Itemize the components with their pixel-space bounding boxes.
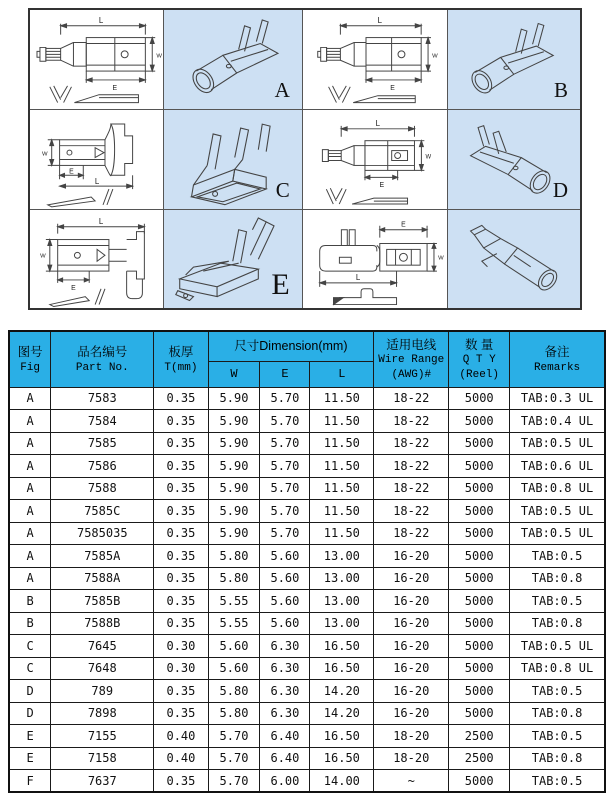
table-cell: 5000 — [449, 680, 510, 703]
header-dimension — [208, 331, 374, 361]
table-cell: 18-22 — [374, 387, 449, 410]
table-cell: 18-20 — [374, 747, 449, 770]
table-cell: 7645 — [51, 635, 154, 658]
table-cell: 11.50 — [310, 500, 374, 523]
figure-panel-2d-d — [302, 109, 448, 209]
table-cell: 5000 — [449, 410, 510, 433]
table-cell: 16-20 — [374, 567, 449, 590]
table-cell: ~ — [374, 770, 449, 793]
header-qty — [449, 331, 510, 387]
dim-label-W: W — [431, 53, 438, 60]
terminal-drawing-2d-e — [30, 210, 163, 309]
table-cell: 11.50 — [310, 387, 374, 410]
table-row — [9, 657, 605, 680]
figure-label-b: B — [553, 77, 568, 102]
figure-grid — [28, 8, 582, 310]
table-cell: TAB:0.5 — [510, 680, 605, 703]
terminal-drawing-iso-f — [448, 210, 580, 309]
table-row — [9, 612, 605, 635]
dim-label-E: E — [379, 181, 384, 189]
table-cell: 5000 — [449, 567, 510, 590]
header-remarks — [510, 331, 605, 387]
table-cell: TAB:0.5 — [510, 590, 605, 613]
table-cell: 5.55 — [208, 590, 260, 613]
table-cell: 5.60 — [260, 612, 310, 635]
table-row — [9, 725, 605, 748]
dim-label-W: W — [425, 154, 431, 161]
table-cell: 18-22 — [374, 500, 449, 523]
table-cell: 5000 — [449, 590, 510, 613]
table-cell: 5.80 — [208, 680, 260, 703]
header-part-zh: 品名编号 — [77, 344, 128, 359]
figure-label-e: E — [271, 268, 290, 301]
table-cell: TAB:0.8 — [510, 702, 605, 725]
table-row — [9, 410, 605, 433]
header-qty-zh: 数 量 — [464, 337, 494, 352]
table-cell: 13.00 — [310, 545, 374, 568]
header-remarks-en: Remarks — [533, 361, 581, 374]
table-cell: 16-20 — [374, 657, 449, 680]
figure-panel-iso-d — [448, 109, 581, 209]
table-cell: 18-22 — [374, 522, 449, 545]
table-cell: 16-20 — [374, 702, 449, 725]
table-cell: 5000 — [449, 702, 510, 725]
header-part-en: Part No. — [75, 361, 129, 374]
table-cell: 6.00 — [260, 770, 310, 793]
terminal-drawing-2d-a — [30, 10, 163, 109]
header-fig-zh: 图号 — [17, 344, 43, 359]
table-cell: 7588B — [51, 612, 154, 635]
table-cell: A — [9, 522, 51, 545]
figure-panel-2d-c — [29, 109, 164, 209]
table-cell: 0.35 — [154, 455, 208, 478]
table-cell: 0.40 — [154, 725, 208, 748]
table-cell: 5.90 — [208, 522, 260, 545]
header-qty-en: Q T Y — [462, 354, 496, 367]
figure-label-a: A — [274, 77, 290, 102]
table-cell: TAB:0.5 — [510, 770, 605, 793]
table-cell: 7155 — [51, 725, 154, 748]
table-cell: 2500 — [449, 747, 510, 770]
figure-row-3 — [29, 209, 581, 309]
header-thickness-en: T(mm) — [164, 361, 198, 374]
table-cell: 16-20 — [374, 635, 449, 658]
dim-label-L: L — [98, 216, 104, 226]
table-cell: 0.35 — [154, 680, 208, 703]
table-cell: 16.50 — [310, 635, 374, 658]
table-cell: 16.50 — [310, 725, 374, 748]
table-cell: 7586 — [51, 455, 154, 478]
table-cell: TAB:0.8 — [510, 612, 605, 635]
dim-label-W: W — [437, 254, 444, 261]
table-cell: 18-20 — [374, 725, 449, 748]
table-cell: 18-22 — [374, 410, 449, 433]
table-row — [9, 770, 605, 793]
header-wire-en: Wire Range — [378, 354, 445, 367]
table-cell: D — [9, 702, 51, 725]
table-cell: C — [9, 635, 51, 658]
table-cell: C — [9, 657, 51, 680]
figure-panel-iso-e — [164, 209, 303, 309]
table-row — [9, 455, 605, 478]
dim-label-L: L — [98, 15, 104, 25]
table-cell: 5.90 — [208, 387, 260, 410]
table-cell: 5.80 — [208, 545, 260, 568]
table-row — [9, 635, 605, 658]
table-cell: 11.50 — [310, 522, 374, 545]
table-cell: 5.90 — [208, 455, 260, 478]
table-cell: A — [9, 432, 51, 455]
table-cell: 5.70 — [260, 410, 310, 433]
table-cell: TAB:0.5 UL — [510, 635, 605, 658]
header-wire-unit: (AWG)# — [391, 368, 432, 381]
table-cell: 7637 — [51, 770, 154, 793]
table-cell: E — [9, 725, 51, 748]
figure-panel-iso-f — [448, 209, 581, 309]
header-part-no — [51, 331, 154, 387]
dim-label-E: E — [400, 221, 406, 229]
table-cell: 5.70 — [260, 477, 310, 500]
table-cell: 5.55 — [208, 612, 260, 635]
table-row — [9, 477, 605, 500]
header-remarks-zh: 备注 — [544, 344, 570, 359]
table-cell: 5000 — [449, 635, 510, 658]
table-cell: 5.70 — [208, 747, 260, 770]
table-cell: 0.30 — [154, 657, 208, 680]
table-cell: TAB:0.8 UL — [510, 657, 605, 680]
terminal-drawing-2d-b — [303, 10, 448, 109]
table-cell: TAB:0.8 — [510, 747, 605, 770]
table-cell: 5.90 — [208, 500, 260, 523]
dim-label-L: L — [377, 15, 382, 25]
table-cell: D — [9, 680, 51, 703]
table-cell: 5.70 — [260, 387, 310, 410]
table-cell: 0.35 — [154, 567, 208, 590]
table-cell: E — [9, 747, 51, 770]
header-qty-unit: (Reel) — [459, 368, 499, 381]
table-cell: 0.35 — [154, 522, 208, 545]
table-cell: 789 — [51, 680, 154, 703]
table-cell: 0.35 — [154, 500, 208, 523]
table-cell: 5.70 — [260, 522, 310, 545]
table-cell: TAB:0.8 — [510, 567, 605, 590]
table-cell: 14.20 — [310, 702, 374, 725]
table-cell: TAB:0.5 — [510, 545, 605, 568]
table-cell: 13.00 — [310, 567, 374, 590]
table-cell: 16-20 — [374, 680, 449, 703]
table-cell: 11.50 — [310, 477, 374, 500]
table-cell: 7648 — [51, 657, 154, 680]
dim-label-W: W — [156, 53, 162, 60]
table-cell: 7584 — [51, 410, 154, 433]
table-cell: 5000 — [449, 545, 510, 568]
table-cell: A — [9, 567, 51, 590]
table-row — [9, 432, 605, 455]
table-cell: 16-20 — [374, 545, 449, 568]
table-cell: 5000 — [449, 657, 510, 680]
table-cell: 5.90 — [208, 410, 260, 433]
table-cell: 0.35 — [154, 432, 208, 455]
table-cell: 5000 — [449, 387, 510, 410]
table-cell: 6.30 — [260, 680, 310, 703]
table-cell: A — [9, 455, 51, 478]
table-cell: 2500 — [449, 725, 510, 748]
table-row — [9, 387, 605, 410]
table-cell: 5000 — [449, 455, 510, 478]
table-cell: F — [9, 770, 51, 793]
table-cell: 14.00 — [310, 770, 374, 793]
table-cell: B — [9, 612, 51, 635]
table-cell: TAB:0.4 UL — [510, 410, 605, 433]
table-row — [9, 702, 605, 725]
table-cell: 0.35 — [154, 545, 208, 568]
table-cell: 5.70 — [260, 455, 310, 478]
figure-row-2 — [29, 109, 581, 209]
dim-label-W: W — [42, 151, 48, 158]
spec-table — [8, 330, 606, 793]
dim-label-E: E — [71, 284, 76, 292]
header-thickness-zh: 板厚 — [168, 344, 194, 359]
table-cell: TAB:0.5 — [510, 725, 605, 748]
table-cell: 5.60 — [260, 590, 310, 613]
table-cell: TAB:0.5 UL — [510, 432, 605, 455]
figure-panel-2d-e — [29, 209, 164, 309]
table-cell: 5.80 — [208, 567, 260, 590]
table-cell: 13.00 — [310, 590, 374, 613]
table-cell: 11.50 — [310, 455, 374, 478]
table-cell: 5000 — [449, 770, 510, 793]
table-cell: B — [9, 590, 51, 613]
table-cell: 0.35 — [154, 477, 208, 500]
table-cell: 0.30 — [154, 635, 208, 658]
figure-label-c: C — [275, 177, 290, 202]
dim-label-E: E — [69, 167, 74, 175]
table-cell: 7585A — [51, 545, 154, 568]
table-cell: TAB:0.3 UL — [510, 387, 605, 410]
spec-table-body — [9, 387, 605, 792]
table-cell: 5.60 — [260, 567, 310, 590]
table-cell: 16-20 — [374, 590, 449, 613]
table-cell: 16.50 — [310, 657, 374, 680]
table-cell: 5.70 — [208, 770, 260, 793]
figure-panel-iso-a — [164, 9, 303, 109]
table-cell: 7585C — [51, 500, 154, 523]
table-cell: 7588A — [51, 567, 154, 590]
table-row — [9, 545, 605, 568]
table-cell: 0.35 — [154, 387, 208, 410]
table-cell: TAB:0.6 UL — [510, 455, 605, 478]
figure-label-d: D — [552, 177, 568, 202]
dim-label-L: L — [94, 176, 100, 186]
table-cell: 13.00 — [310, 612, 374, 635]
table-cell: 5.60 — [260, 545, 310, 568]
table-cell: 11.50 — [310, 432, 374, 455]
dim-label-E: E — [112, 84, 118, 92]
table-cell: 11.50 — [310, 410, 374, 433]
table-cell: 7158 — [51, 747, 154, 770]
table-row — [9, 680, 605, 703]
table-cell: A — [9, 410, 51, 433]
table-cell: 5000 — [449, 522, 510, 545]
header-dim-w: W — [208, 361, 260, 387]
dim-label-W: W — [40, 252, 46, 259]
table-row — [9, 747, 605, 770]
terminal-drawing-2d-c — [30, 110, 163, 209]
table-cell: 18-22 — [374, 477, 449, 500]
table-cell: 14.20 — [310, 680, 374, 703]
table-cell: 7898 — [51, 702, 154, 725]
table-cell: 0.35 — [154, 612, 208, 635]
header-wire-zh: 适用电线 — [386, 337, 437, 352]
table-cell: 0.35 — [154, 410, 208, 433]
figure-panel-2d-f — [302, 209, 448, 309]
table-row — [9, 522, 605, 545]
table-cell: 5000 — [449, 477, 510, 500]
table-cell: 6.30 — [260, 657, 310, 680]
table-cell: 0.40 — [154, 747, 208, 770]
figure-panel-iso-c — [164, 109, 303, 209]
table-cell: 5.60 — [208, 657, 260, 680]
table-cell: TAB:0.5 UL — [510, 522, 605, 545]
table-cell: 5.90 — [208, 477, 260, 500]
header-thickness — [154, 331, 208, 387]
table-cell: 0.35 — [154, 770, 208, 793]
header-dim-l: L — [310, 361, 374, 387]
table-cell: TAB:0.8 UL — [510, 477, 605, 500]
dim-label-L: L — [375, 118, 380, 128]
table-cell: 7585 — [51, 432, 154, 455]
table-cell: A — [9, 500, 51, 523]
table-row — [9, 500, 605, 523]
table-cell: 18-22 — [374, 432, 449, 455]
table-cell: 0.35 — [154, 702, 208, 725]
table-cell: 16.50 — [310, 747, 374, 770]
table-cell: 6.30 — [260, 635, 310, 658]
table-row — [9, 567, 605, 590]
table-cell: 5.60 — [208, 635, 260, 658]
terminal-drawing-2d-d — [303, 110, 448, 209]
table-cell: 0.35 — [154, 590, 208, 613]
header-dimension-title: 尺寸Dimension(mm) — [234, 338, 348, 353]
table-cell: 16-20 — [374, 612, 449, 635]
dim-label-L: L — [355, 272, 361, 282]
header-fig-en: Fig — [20, 361, 41, 374]
table-cell: 5.80 — [208, 702, 260, 725]
table-cell: 5000 — [449, 612, 510, 635]
header-wire-range — [374, 331, 449, 387]
table-cell: A — [9, 387, 51, 410]
table-cell: 7585B — [51, 590, 154, 613]
dim-label-E: E — [390, 84, 395, 92]
spec-table-header — [9, 331, 605, 387]
table-cell: 5.70 — [208, 725, 260, 748]
table-row — [9, 590, 605, 613]
header-fig — [9, 331, 51, 387]
figure-panel-2d-b — [302, 9, 448, 109]
table-cell: 5000 — [449, 500, 510, 523]
table-cell: 18-22 — [374, 455, 449, 478]
table-cell: 6.40 — [260, 747, 310, 770]
table-cell: A — [9, 477, 51, 500]
table-cell: 5.70 — [260, 432, 310, 455]
table-cell: A — [9, 545, 51, 568]
table-cell: 5.70 — [260, 500, 310, 523]
table-cell: 7588 — [51, 477, 154, 500]
table-cell: TAB:0.5 UL — [510, 500, 605, 523]
figure-row-1 — [29, 9, 581, 109]
figure-panel-iso-b — [448, 9, 581, 109]
table-cell: 5.90 — [208, 432, 260, 455]
table-cell: 6.40 — [260, 725, 310, 748]
figure-panel-2d-a — [29, 9, 164, 109]
table-cell: 6.30 — [260, 702, 310, 725]
header-dim-e: E — [260, 361, 310, 387]
table-cell: 5000 — [449, 432, 510, 455]
table-cell: 7585035 — [51, 522, 154, 545]
terminal-drawing-2d-f — [303, 210, 448, 309]
table-cell: 7583 — [51, 387, 154, 410]
